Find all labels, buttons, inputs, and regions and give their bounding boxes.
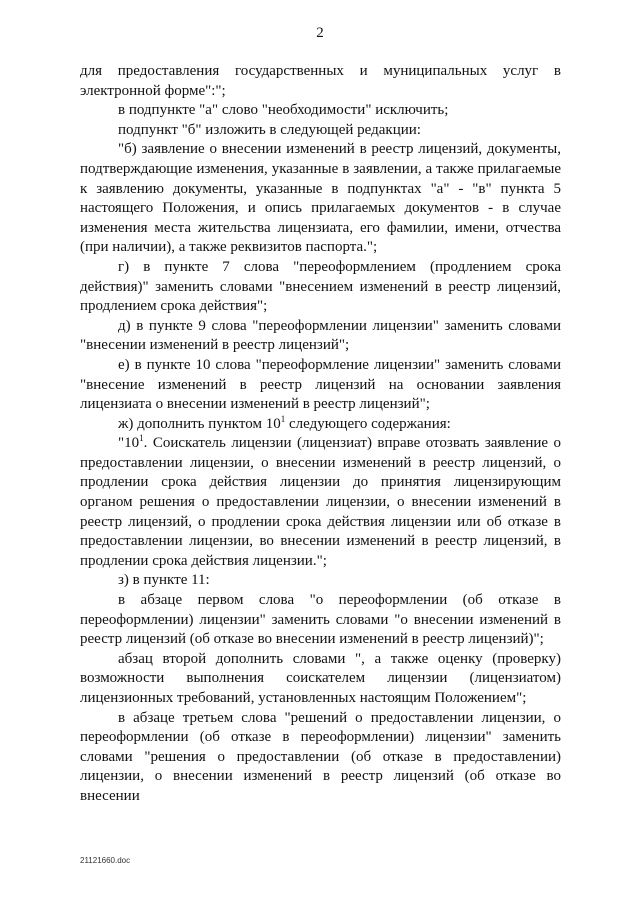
document-body (80, 62, 561, 807)
superscript: 1 (139, 433, 144, 444)
paragraph: д) в пункте 9 слова "переоформлении лицензии" заменить словами "внесении изменений в реестр лицензий"; (80, 317, 561, 354)
paragraph: в абзаце третьем слова "решений о предоставлении лицензии, о переоформлении (об отказе в переоформлении) лицензии" заменить словами "решения о предоставлении (об отказе в предоставлении) лицензии, о внесении изменений в реестр лицензий (об отказе во внесении (80, 709, 561, 804)
file-name-footer: 21121660.doc (80, 856, 131, 865)
paragraph: для предоставления государственных и муниципальных услуг в электронной форме":"; (80, 63, 561, 99)
paragraph: г) в пункте 7 слова "переоформлением (продлением срока действия)" заменить словами "внесением изменений в реестр лицензий, продлением срока действия"; (80, 258, 561, 315)
paragraph-text: "10 (118, 435, 140, 452)
paragraph-text: . Соискатель лицензии (лицензиат) вправе отозвать заявление о предоставлении лицензии, о внесении изменений в реестр лицензий, о продлении срока действия лицензии до принятия лицензирующим органом решения о предоставлении лицензии, о внесении изменений в реестр лицензий, о продлении срока действия лицензии или об отказе в предоставлении лицензии, во внесении изменений в реестр лицензий, в продлении срока действия лицензии."; (80, 435, 561, 569)
paragraph: в абзаце первом слова "о переоформлении (об отказе в переоформлении) лицензии" заменить словами "о внесении изменений в реестр лицензий (об отказе во внесении изменений в реестр лицензий)"; (80, 592, 561, 648)
paragraph (80, 434, 561, 571)
paragraph: подпункт "б" изложить в следующей редакции: (118, 121, 421, 138)
paragraph: з) в пункте 11: (118, 572, 210, 589)
paragraph (80, 415, 561, 435)
paragraph: "б) заявление о внесении изменений в реестр лицензий, документы, подтверждающие изменения, указанные в заявлении, а также прилагаемые к заявлению документы, указанные в подпунктах "а" - "в" пункта 5 настоящего Положения, и опись прилагаемых документов - в случае изменения места жительства лицензиата, его фамилии, имени, отчества (при наличии), а также реквизитов паспорта."; (80, 141, 561, 256)
paragraph-text: ж) дополнить пунктом 10 (118, 415, 281, 432)
paragraph-text: следующего содержания: (285, 415, 451, 432)
paragraph: е) в пункте 10 слова "переоформление лицензии" заменить словами "внесение изменений в реестр лицензий на основании заявления лицензиата о внесении изменений в реестр лицензий"; (80, 356, 561, 413)
superscript: 1 (280, 413, 286, 424)
paragraph: в подпункте "а" слово "необходимости" исключить; (118, 102, 449, 119)
page-number: 2 (316, 25, 324, 41)
paragraph: абзац второй дополнить словами ", а также оценку (проверку) возможности выполнения соискателем лицензии (лицензиатом) лицензионных требований, установленных настоящим Положением"; (80, 650, 561, 706)
